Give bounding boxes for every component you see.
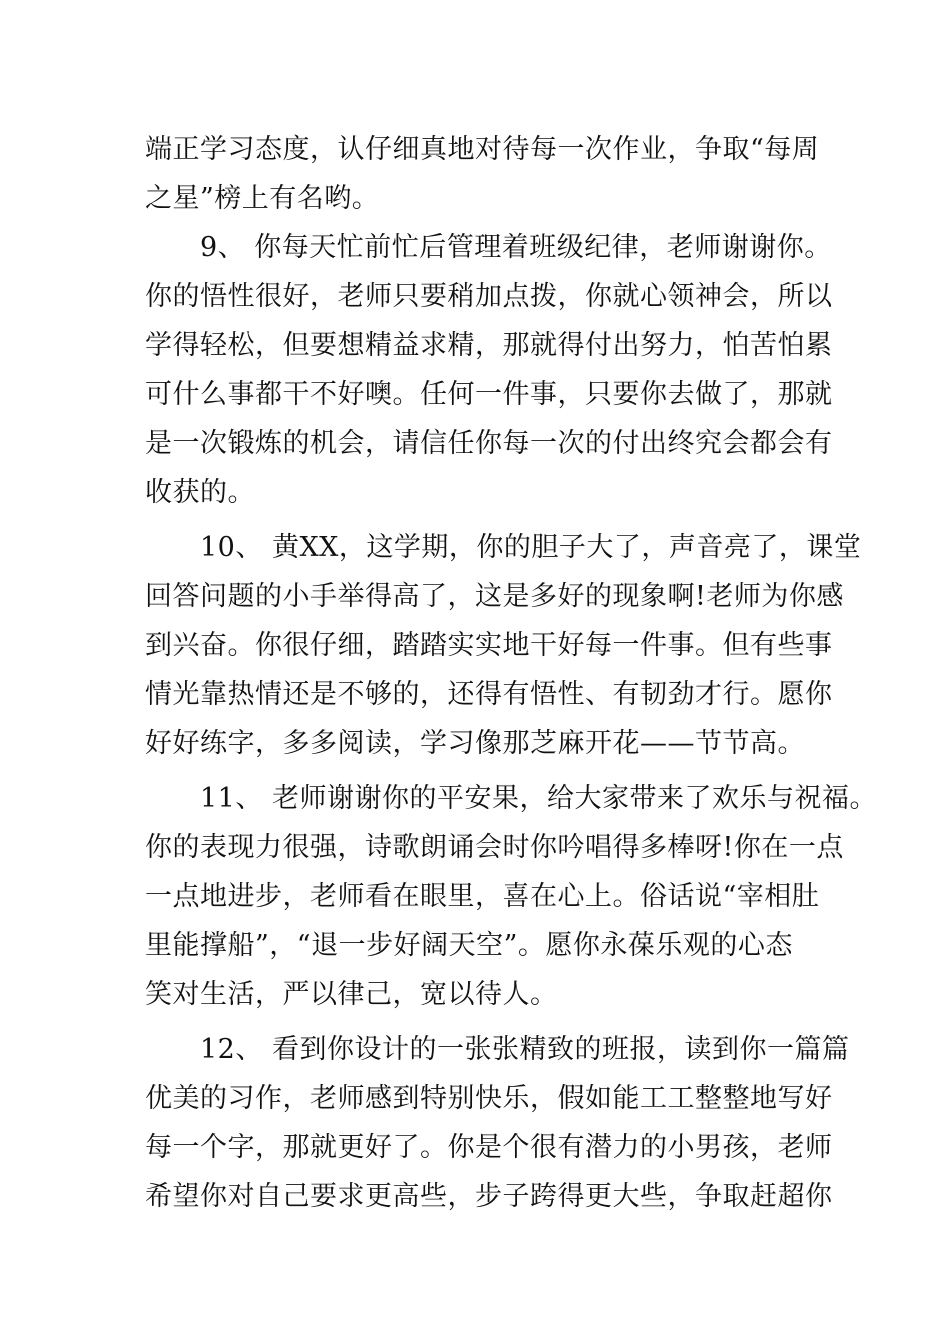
paragraph-12-start: 12、 看到你设计的一张张精致的班报，读到你一篇篇 bbox=[200, 1034, 850, 1065]
text-line: 每一个字，那就更好了。你是个很有潜力的小男孩，老师 bbox=[145, 1132, 833, 1163]
text-line: 回答问题的小手举得高了，这是多好的现象啊!老师为你感 bbox=[145, 581, 844, 612]
text-line: 可什么事都干不好噢。任何一件事，只要你去做了，那就 bbox=[145, 379, 833, 410]
text-line: 收获的。 bbox=[145, 477, 255, 508]
text-line: 你的悟性很好，老师只要稍加点拨，你就心领神会，所以 bbox=[145, 281, 833, 312]
text-line: 学得轻松，但要想精益求精，那就得付出努力，怕苦怕累 bbox=[145, 330, 833, 361]
paragraph-10-start: 10、 黄XX，这学期，你的胆子大了，声音亮了，课堂 bbox=[200, 532, 862, 563]
text-line: 之星”榜上有名哟。 bbox=[145, 183, 380, 214]
text-line: 情光靠热情还是不够的，还得有悟性、有韧劲才行。愿你 bbox=[145, 679, 833, 710]
text-line: 里能撑船”，“退一步好阔天空”。愿你永葆乐观的心态 bbox=[145, 930, 793, 961]
text-line: 是一次锻炼的机会，请信任你每一次的付出终究会都会有 bbox=[145, 428, 833, 459]
text-line: 好好练字，多多阅读，学习像那芝麻开花——节节高。 bbox=[145, 728, 805, 759]
text-line: 一点地进步，老师看在眼里，喜在心上。俗话说“宰相肚 bbox=[145, 881, 820, 912]
text-line: 优美的习作，老师感到特别快乐，假如能工工整整地写好 bbox=[145, 1083, 833, 1114]
text-line: 你的表现力很强，诗歌朗诵会时你吟唱得多棒呀!你在一点 bbox=[145, 832, 844, 863]
text-line: 端正学习态度，认仔细真地对待每一次作业，争取“每周 bbox=[145, 134, 820, 165]
text-line: 希望你对自己要求更高些，步子跨得更大些，争取赶超你 bbox=[145, 1181, 833, 1212]
text-line: 到兴奋。你很仔细，踏踏实实地干好每一件事。但有些事 bbox=[145, 630, 833, 661]
paragraph-9-start: 9、 你每天忙前忙后管理着班级纪律，老师谢谢你。 bbox=[200, 232, 832, 263]
text-line: 笑对生活，严以律己，宽以待人。 bbox=[145, 979, 558, 1010]
paragraph-11-start: 11、 老师谢谢你的平安果，给大家带来了欢乐与祝福。 bbox=[200, 783, 877, 814]
